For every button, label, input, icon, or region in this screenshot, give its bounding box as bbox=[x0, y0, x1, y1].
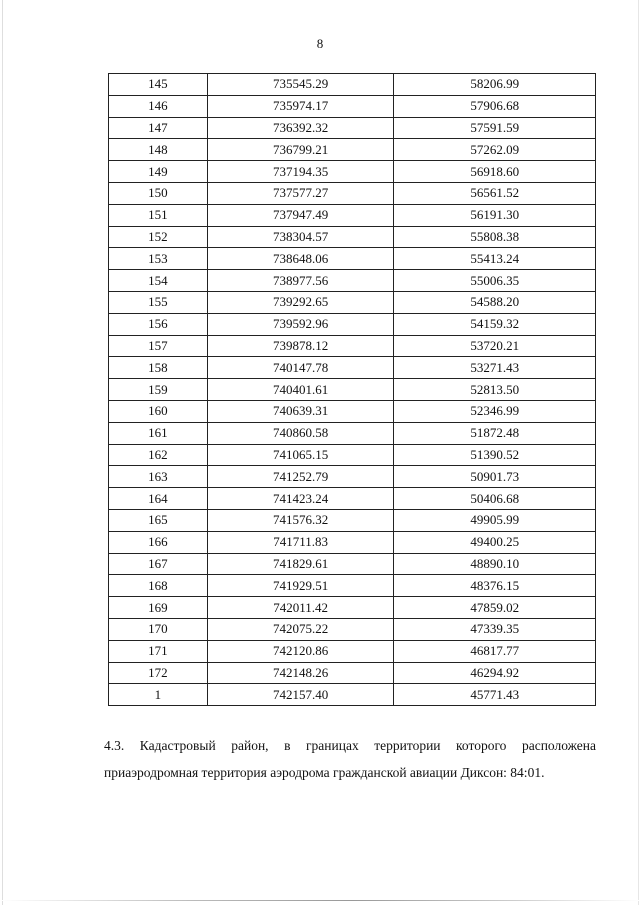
point-number-cell: 153 bbox=[109, 248, 208, 270]
point-number-cell: 169 bbox=[109, 597, 208, 619]
table-row bbox=[109, 597, 596, 619]
table-row bbox=[109, 400, 596, 422]
table-row bbox=[109, 684, 596, 706]
x-coordinate-cell: 740639.31 bbox=[207, 400, 394, 422]
table-row bbox=[109, 248, 596, 270]
point-number-cell: 171 bbox=[109, 640, 208, 662]
table-row bbox=[109, 466, 596, 488]
scan-edge-right bbox=[638, 0, 639, 905]
point-number-cell: 155 bbox=[109, 291, 208, 313]
x-coordinate-cell: 739292.65 bbox=[207, 291, 394, 313]
point-number-cell: 156 bbox=[109, 313, 208, 335]
y-coordinate-cell: 57262.09 bbox=[394, 139, 596, 161]
x-coordinate-cell: 738304.57 bbox=[207, 226, 394, 248]
table-row bbox=[109, 357, 596, 379]
x-coordinate-cell: 742120.86 bbox=[207, 640, 394, 662]
table-row bbox=[109, 379, 596, 401]
table-row bbox=[109, 161, 596, 183]
scan-edge-left bbox=[2, 0, 3, 905]
x-coordinate-cell: 737194.35 bbox=[207, 161, 394, 183]
table-row bbox=[109, 204, 596, 226]
y-coordinate-cell: 56191.30 bbox=[394, 204, 596, 226]
x-coordinate-cell: 737577.27 bbox=[207, 182, 394, 204]
x-coordinate-cell: 738648.06 bbox=[207, 248, 394, 270]
y-coordinate-cell: 54159.32 bbox=[394, 313, 596, 335]
table-row bbox=[109, 488, 596, 510]
x-coordinate-cell: 741576.32 bbox=[207, 509, 394, 531]
y-coordinate-cell: 51872.48 bbox=[394, 422, 596, 444]
table-row bbox=[109, 662, 596, 684]
point-number-cell: 151 bbox=[109, 204, 208, 226]
x-coordinate-cell: 741829.61 bbox=[207, 553, 394, 575]
point-number-cell: 158 bbox=[109, 357, 208, 379]
y-coordinate-cell: 58206.99 bbox=[394, 74, 596, 96]
point-number-cell: 170 bbox=[109, 618, 208, 640]
y-coordinate-cell: 49905.99 bbox=[394, 509, 596, 531]
y-coordinate-cell: 52346.99 bbox=[394, 400, 596, 422]
y-coordinate-cell: 48890.10 bbox=[394, 553, 596, 575]
x-coordinate-cell: 741252.79 bbox=[207, 466, 394, 488]
y-coordinate-cell: 48376.15 bbox=[394, 575, 596, 597]
x-coordinate-cell: 740147.78 bbox=[207, 357, 394, 379]
table-row bbox=[109, 270, 596, 292]
y-coordinate-cell: 56561.52 bbox=[394, 182, 596, 204]
y-coordinate-cell: 50406.68 bbox=[394, 488, 596, 510]
point-number-cell: 152 bbox=[109, 226, 208, 248]
table-row bbox=[109, 531, 596, 553]
table-row bbox=[109, 117, 596, 139]
table-row bbox=[109, 422, 596, 444]
coordinates-table-body bbox=[109, 74, 596, 706]
cadastral-district-paragraph bbox=[104, 732, 596, 786]
x-coordinate-cell: 742148.26 bbox=[207, 662, 394, 684]
y-coordinate-cell: 47859.02 bbox=[394, 597, 596, 619]
table-row bbox=[109, 335, 596, 357]
table-row bbox=[109, 618, 596, 640]
point-number-cell: 163 bbox=[109, 466, 208, 488]
y-coordinate-cell: 57591.59 bbox=[394, 117, 596, 139]
y-coordinate-cell: 55808.38 bbox=[394, 226, 596, 248]
table-row bbox=[109, 509, 596, 531]
x-coordinate-cell: 735545.29 bbox=[207, 74, 394, 96]
point-number-cell: 162 bbox=[109, 444, 208, 466]
point-number-cell: 172 bbox=[109, 662, 208, 684]
paragraph-line-2: приаэродромная территория аэродрома гражданской авиации Диксон: 84:01. bbox=[104, 765, 545, 780]
x-coordinate-cell: 737947.49 bbox=[207, 204, 394, 226]
table-row bbox=[109, 313, 596, 335]
scan-edge-bottom bbox=[0, 900, 640, 901]
table-row bbox=[109, 139, 596, 161]
point-number-cell: 154 bbox=[109, 270, 208, 292]
x-coordinate-cell: 735974.17 bbox=[207, 95, 394, 117]
x-coordinate-cell: 741711.83 bbox=[207, 531, 394, 553]
y-coordinate-cell: 56918.60 bbox=[394, 161, 596, 183]
y-coordinate-cell: 53720.21 bbox=[394, 335, 596, 357]
x-coordinate-cell: 742011.42 bbox=[207, 597, 394, 619]
y-coordinate-cell: 55006.35 bbox=[394, 270, 596, 292]
x-coordinate-cell: 741929.51 bbox=[207, 575, 394, 597]
y-coordinate-cell: 53271.43 bbox=[394, 357, 596, 379]
x-coordinate-cell: 738977.56 bbox=[207, 270, 394, 292]
y-coordinate-cell: 49400.25 bbox=[394, 531, 596, 553]
table-row bbox=[109, 553, 596, 575]
point-number-cell: 145 bbox=[109, 74, 208, 96]
x-coordinate-cell: 739878.12 bbox=[207, 335, 394, 357]
y-coordinate-cell: 51390.52 bbox=[394, 444, 596, 466]
point-number-cell: 148 bbox=[109, 139, 208, 161]
point-number-cell: 157 bbox=[109, 335, 208, 357]
table-row bbox=[109, 575, 596, 597]
table-row bbox=[109, 74, 596, 96]
point-number-cell: 149 bbox=[109, 161, 208, 183]
y-coordinate-cell: 52813.50 bbox=[394, 379, 596, 401]
paragraph-line-1: 4.3. Кадастровый район, в границах территории которого расположена bbox=[104, 738, 596, 753]
point-number-cell: 1 bbox=[109, 684, 208, 706]
table-row bbox=[109, 95, 596, 117]
x-coordinate-cell: 736392.32 bbox=[207, 117, 394, 139]
table-row bbox=[109, 182, 596, 204]
point-number-cell: 160 bbox=[109, 400, 208, 422]
y-coordinate-cell: 54588.20 bbox=[394, 291, 596, 313]
point-number-cell: 165 bbox=[109, 509, 208, 531]
coordinates-table bbox=[108, 73, 596, 706]
x-coordinate-cell: 741065.15 bbox=[207, 444, 394, 466]
y-coordinate-cell: 47339.35 bbox=[394, 618, 596, 640]
y-coordinate-cell: 57906.68 bbox=[394, 95, 596, 117]
point-number-cell: 167 bbox=[109, 553, 208, 575]
point-number-cell: 146 bbox=[109, 95, 208, 117]
x-coordinate-cell: 742075.22 bbox=[207, 618, 394, 640]
point-number-cell: 164 bbox=[109, 488, 208, 510]
x-coordinate-cell: 742157.40 bbox=[207, 684, 394, 706]
point-number-cell: 168 bbox=[109, 575, 208, 597]
point-number-cell: 159 bbox=[109, 379, 208, 401]
point-number-cell: 161 bbox=[109, 422, 208, 444]
y-coordinate-cell: 50901.73 bbox=[394, 466, 596, 488]
table-row bbox=[109, 640, 596, 662]
x-coordinate-cell: 741423.24 bbox=[207, 488, 394, 510]
x-coordinate-cell: 736799.21 bbox=[207, 139, 394, 161]
table-row bbox=[109, 444, 596, 466]
y-coordinate-cell: 46294.92 bbox=[394, 662, 596, 684]
y-coordinate-cell: 46817.77 bbox=[394, 640, 596, 662]
point-number-cell: 147 bbox=[109, 117, 208, 139]
x-coordinate-cell: 739592.96 bbox=[207, 313, 394, 335]
y-coordinate-cell: 45771.43 bbox=[394, 684, 596, 706]
table-row bbox=[109, 291, 596, 313]
x-coordinate-cell: 740860.58 bbox=[207, 422, 394, 444]
point-number-cell: 166 bbox=[109, 531, 208, 553]
table-row bbox=[109, 226, 596, 248]
page-number: 8 bbox=[316, 36, 324, 51]
y-coordinate-cell: 55413.24 bbox=[394, 248, 596, 270]
point-number-cell: 150 bbox=[109, 182, 208, 204]
x-coordinate-cell: 740401.61 bbox=[207, 379, 394, 401]
